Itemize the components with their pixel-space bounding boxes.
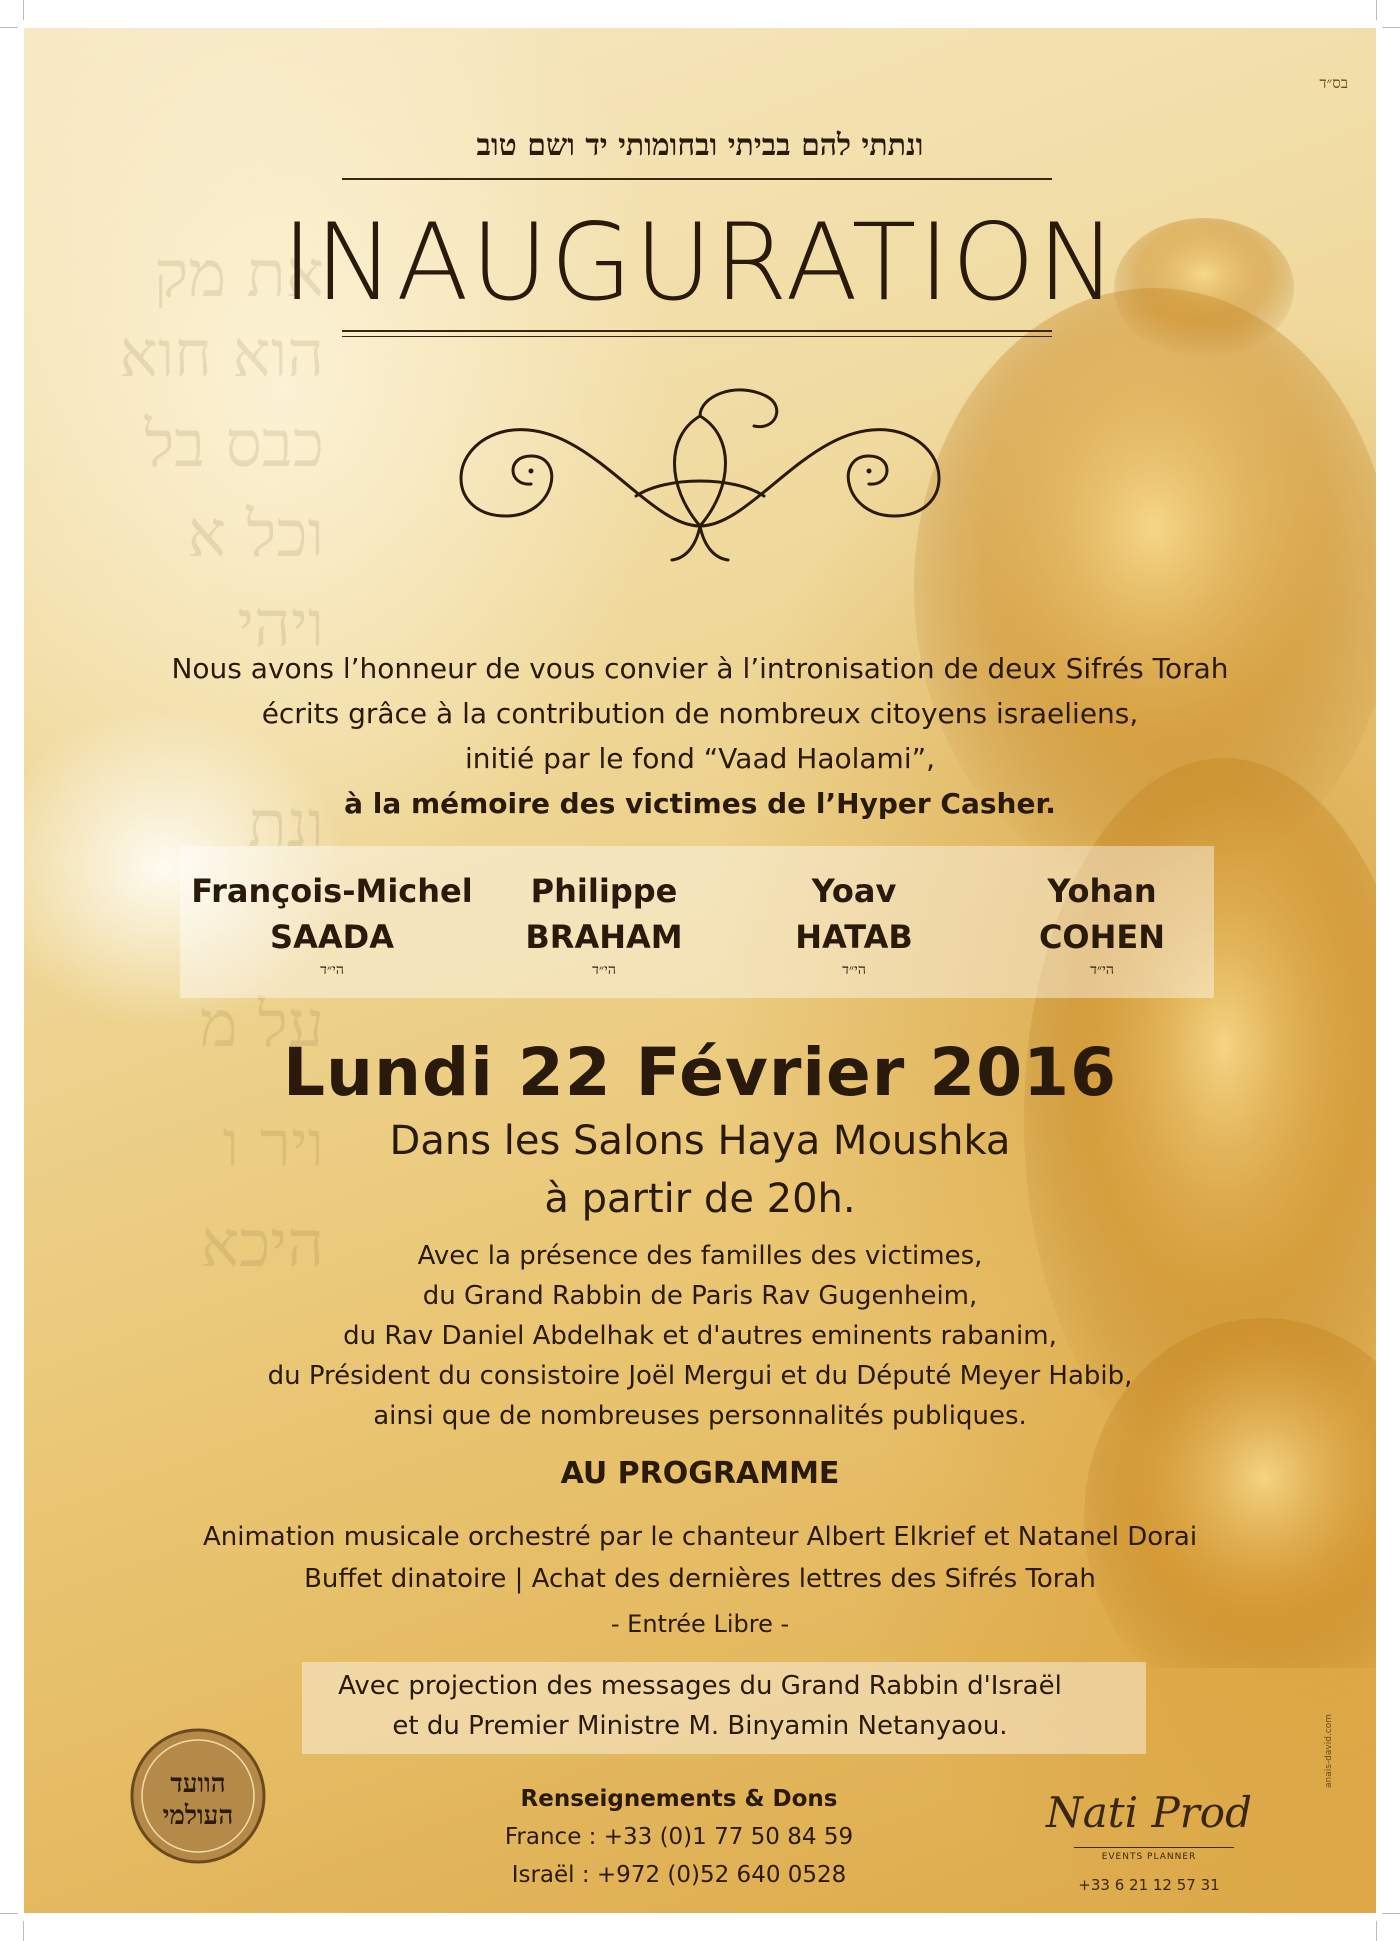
guest-line: ainsi que de nombreuses personnalités publiques. — [373, 1401, 1027, 1431]
guests-list — [24, 1236, 1376, 1436]
programme-line: Animation musicale orchestré par le chanteur Albert Elkrief et Natanel Dorai — [202, 1522, 1198, 1552]
intro-dedication: à la mémoire des victimes de l’Hyper Casher. — [344, 787, 1056, 820]
crop-mark — [1376, 1921, 1377, 1941]
contact-israel-phone: Israël : +972 (0)52 640 0528 — [511, 1862, 847, 1888]
victim-name — [952, 868, 1252, 980]
victim-last-name: BRAHAM — [525, 918, 683, 956]
event-date: Lundi 22 Février 2016 — [282, 1034, 1118, 1111]
victim-hebrew-suffix: הי״ד — [320, 962, 344, 978]
programme-details — [24, 1516, 1376, 1600]
crop-mark — [0, 1913, 18, 1914]
crop-mark — [1382, 1913, 1400, 1914]
victim-hebrew-suffix: הי״ד — [592, 962, 616, 978]
organizer-logo: Nati Prod — [1046, 1788, 1252, 1837]
victim-first-name: Philippe — [530, 872, 678, 910]
divider-top — [342, 178, 1052, 180]
designer-credit: anais-david.com — [1324, 1713, 1334, 1788]
victim-last-name: SAADA — [270, 918, 394, 956]
victim-last-name: COHEN — [1038, 918, 1166, 956]
hebrew-motto: ונתתי להם בביתי ובחומותי יד ושם טוב — [476, 128, 924, 163]
guest-line: du Rav Daniel Abdelhak et d'autres eminents rabanim, — [343, 1321, 1057, 1351]
victim-hebrew-suffix: הי״ד — [1090, 962, 1114, 978]
page-title: INAUGURATION — [281, 201, 1119, 324]
divider-bottom-thin — [342, 336, 1052, 337]
programme-line: Buffet dinatoire | Achat des dernières lettres des Sifrés Torah — [304, 1564, 1096, 1594]
event-time: à partir de 20h. — [544, 1176, 856, 1222]
guest-line: Avec la présence des familles des victimes, — [417, 1241, 983, 1271]
projection-line: Avec projection des messages du Grand Rabbin d'Israël — [338, 1671, 1062, 1701]
seal-line-1: הוועד — [170, 1769, 226, 1799]
flourish-ornament-icon — [436, 376, 964, 568]
programme-title: AU PROGRAMME — [560, 1456, 840, 1491]
crop-mark — [23, 0, 24, 20]
event-venue — [24, 1112, 1376, 1228]
contact-block — [419, 1780, 939, 1894]
victim-hebrew-suffix: הי״ד — [842, 962, 866, 978]
guest-line: du Président du consistoire Joël Mergui et du Député Meyer Habib, — [267, 1361, 1133, 1391]
crop-mark — [0, 27, 18, 28]
venue-name: Dans les Salons Haya Moushka — [389, 1118, 1011, 1164]
invitation-poster: את מק הוא חוא כבס בל וכל א ויהי ונת על מ ויר ו היכא בס״ד ונתתי להם בביתי ובחומותי יד ושם טוב INAUGURATION Nous avons l’honneur de vous convier à l’intronisation de deux Sifrés Torah écrits grâce à la contribution de nombreux citoyens israeliens, initié par le fond “Vaad Haolami”, à la mémoire des victimes de l’Hyper Casher. François-Michel SAADA הי״ד Philippe BRAHAM הי״ד Yoav HATAB הי״ד Yohan COHEN הי״ד Lundi 22 Février 2016 Dans les Salons Haya Moushka à partir de 20h. Avec la présence des familles des victimes, du Grand Rabbin de Paris Rav Gugenheim, du Rav Daniel Abdelhak et d'autres eminents rabanim, du Président du consistoire Joël Mergui et du Député Meyer Habib, ainsi que de nombreuses personnalités publiques. AU PROGRAMME Animation musicale orchestré par le chanteur Albert Elkrief et Natanel Dorai Buffet dinatoire | Achat des dernières lettres des Sifrés Torah - Entrée Libre - Avec projection des messages du Grand Rabbin d'Israël et du Premier Ministre M. Binyamin Netanyaou. הוועד העולמי Renseignements & Dons France : +33 (0)1 77 50 84 59 Israël : +972 (0)52 640 0528 Nati Prod EVENTS PLANNER +33 6 21 12 57 31 anais-david.com — [24, 28, 1376, 1913]
free-entry-note: - Entrée Libre - — [610, 1610, 790, 1638]
projection-line: et du Premier Ministre M. Binyamin Netanyaou. — [392, 1711, 1008, 1741]
vaad-haolami-seal-logo — [128, 1726, 268, 1866]
victim-first-name: François-Michel — [191, 872, 473, 910]
bsd-mark: בס״ד — [1319, 74, 1348, 92]
intro-line: initié par le fond “Vaad Haolami”, — [464, 742, 936, 775]
victim-first-name: Yoav — [811, 872, 897, 910]
contact-france-phone: France : +33 (0)1 77 50 84 59 — [504, 1824, 854, 1850]
organizer-phone: +33 6 21 12 57 31 — [1078, 1876, 1220, 1894]
crop-mark — [23, 1921, 24, 1941]
victim-name — [182, 868, 482, 980]
intro-text — [24, 646, 1376, 826]
intro-line: écrits grâce à la contribution de nombreux citoyens israeliens, — [261, 697, 1139, 730]
crop-mark — [1382, 27, 1400, 28]
contact-title: Renseignements & Dons — [520, 1786, 838, 1812]
guest-line: du Grand Rabbin de Paris Rav Gugenheim, — [422, 1281, 978, 1311]
organizer-subtitle: EVENTS PLANNER — [1101, 1852, 1197, 1862]
seal-line-2: העולמי — [162, 1801, 234, 1831]
intro-line: Nous avons l’honneur de vous convier à l’intronisation de deux Sifrés Torah — [171, 652, 1229, 685]
victim-last-name: HATAB — [795, 918, 913, 956]
organizer-divider — [1074, 1847, 1234, 1848]
crop-mark — [1376, 0, 1377, 20]
victim-first-name: Yohan — [1047, 872, 1157, 910]
divider-bottom — [342, 330, 1052, 332]
